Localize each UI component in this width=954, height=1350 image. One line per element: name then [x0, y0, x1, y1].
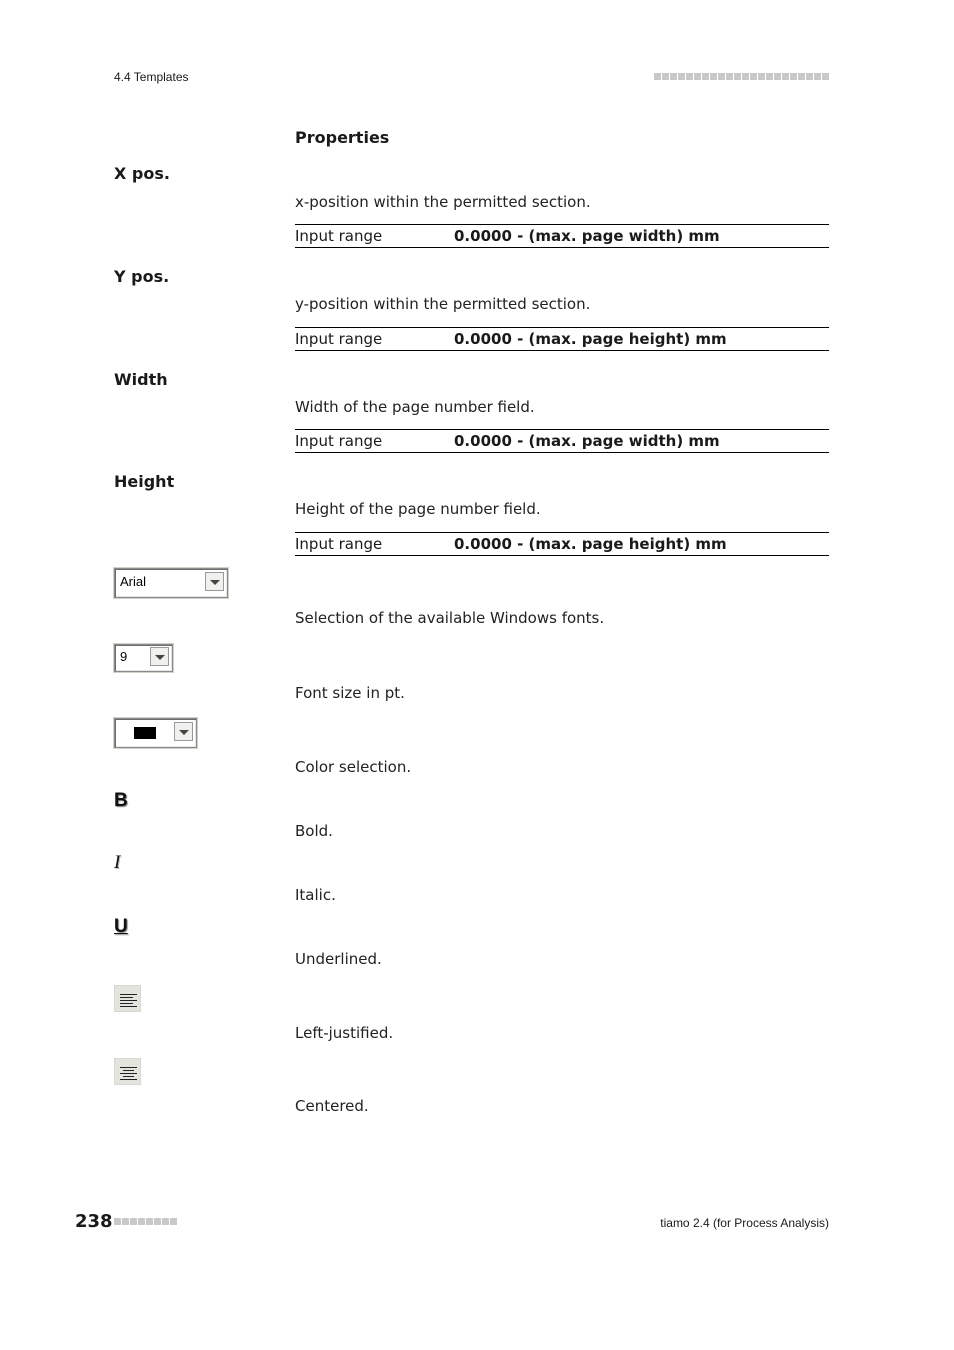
font-family-value: Arial	[120, 574, 147, 589]
align-center-icon[interactable]	[114, 1058, 141, 1085]
italic-icon[interactable]: I	[114, 852, 121, 873]
param-range-width	[295, 429, 829, 453]
range-value: 0.0000 - (max. page width) mm	[454, 432, 720, 450]
range-label: Input range	[295, 330, 383, 348]
footer-decoration	[114, 1218, 177, 1225]
range-value: 0.0000 - (max. page height) mm	[454, 330, 727, 348]
param-term-height: Height	[114, 472, 175, 491]
bold-icon[interactable]: B	[114, 790, 128, 811]
font-size-combo[interactable]	[114, 644, 173, 672]
chevron-down-icon[interactable]	[174, 722, 193, 741]
param-range-ypos	[295, 327, 829, 351]
color-combo[interactable]	[114, 718, 197, 748]
footer-product: tiamo 2.4 (for Process Analysis)	[660, 1216, 829, 1230]
param-desc-height: Height of the page number field.	[295, 500, 541, 518]
align-left-icon[interactable]	[114, 985, 141, 1012]
range-label: Input range	[295, 227, 383, 245]
running-header-section: 4.4 Templates	[114, 70, 189, 84]
font-size-value: 9	[120, 649, 128, 664]
font-family-desc: Selection of the available Windows fonts.	[295, 609, 605, 627]
param-desc-ypos: y-position within the permitted section.	[295, 295, 591, 313]
color-swatch	[134, 727, 156, 739]
param-desc-width: Width of the page number field.	[295, 398, 535, 416]
color-desc: Color selection.	[295, 758, 412, 776]
section-title: Properties	[295, 128, 390, 147]
align-left-desc: Left-justified.	[295, 1024, 394, 1042]
param-desc-xpos: x-position within the permitted section.	[295, 193, 591, 211]
underline-icon[interactable]: U	[114, 916, 128, 937]
header-decoration	[654, 73, 829, 80]
align-center-desc: Centered.	[295, 1097, 369, 1115]
font-family-combo[interactable]	[114, 568, 228, 598]
chevron-down-icon[interactable]	[205, 572, 224, 591]
range-label: Input range	[295, 432, 383, 450]
param-term-xpos: X pos.	[114, 164, 170, 183]
param-term-width: Width	[114, 370, 168, 389]
param-range-height	[295, 532, 829, 556]
chevron-down-icon[interactable]	[150, 647, 169, 666]
font-size-desc: Font size in pt.	[295, 684, 405, 702]
page-number: 238	[75, 1211, 113, 1232]
underline-desc: Underlined.	[295, 950, 382, 968]
italic-desc: Italic.	[295, 886, 336, 904]
range-value: 0.0000 - (max. page width) mm	[454, 227, 720, 245]
range-label: Input range	[295, 535, 383, 553]
param-range-xpos	[295, 224, 829, 248]
range-value: 0.0000 - (max. page height) mm	[454, 535, 727, 553]
bold-desc: Bold.	[295, 822, 333, 840]
param-term-ypos: Y pos.	[114, 267, 170, 286]
